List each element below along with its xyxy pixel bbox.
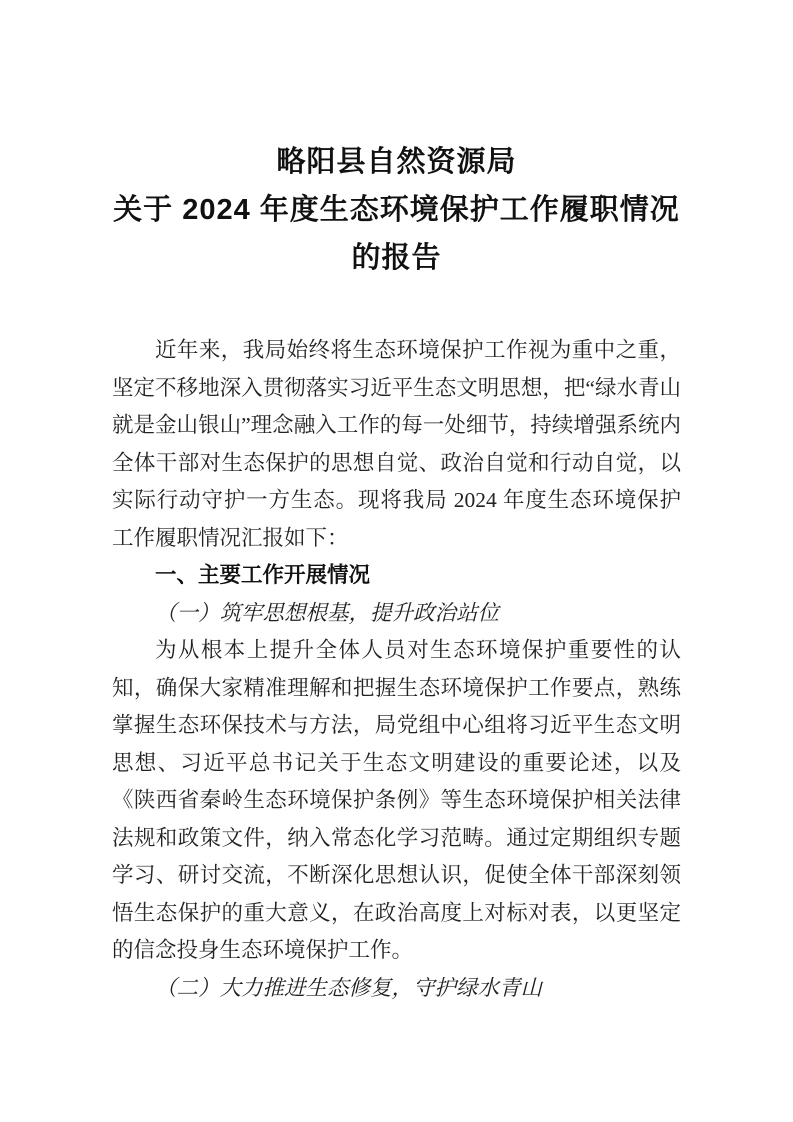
- document-body: [112, 332, 681, 1007]
- title-line-report: 的报告: [351, 242, 442, 274]
- paragraph-intro: 近年来，我局始终将生态环境保护工作视为重中之重，坚定不移地深入贯彻落实习近平生态文明思想，把“绿水青山就是金山银山”理念融入工作的每一处细节，持续增强系统内全体干部对生态保护的思想自觉、政治自觉和行动自觉，以实际行动守护一方生态。现将我局 2024 年度生态环境保护工作履职情况汇报如下：: [112, 338, 681, 550]
- title-line-org: 略阳县自然资源局: [276, 146, 517, 178]
- subsection-heading-ideology: （一）筑牢思想根基，提升政治站位: [155, 600, 500, 625]
- paragraph-ideology-detail: 为从根本上提升全体人员对生态环境保护重要性的认知，确保大家精准理解和把握生态环境保护工作要点，熟练掌握生态环保技术与方法，局党组中心组将习近平生态文明思想、习近平总书记关于生态文明建设的重要论述，以及《陕西省秦岭生态环境保护条例》等生态环境保护相关法律法规和政策文件，纳入常态化学习范畴。通过定期组织专题学习、研讨交流，不断深化思想认识，促使全体干部深刻领悟生态保护的重大意义，在政治高度上对标对表，以更坚定的信念投身生态环境保护工作。: [112, 638, 681, 962]
- title-line-subject: 关于 2024 年度生态环境保护工作履职情况: [113, 194, 680, 226]
- document-title: [112, 138, 681, 282]
- section-heading-main-work: 一、主要工作开展情况: [155, 563, 371, 587]
- subsection-heading-restoration: （二）大力推进生态修复，守护绿水青山: [155, 975, 543, 1000]
- document-content: [112, 0, 681, 1007]
